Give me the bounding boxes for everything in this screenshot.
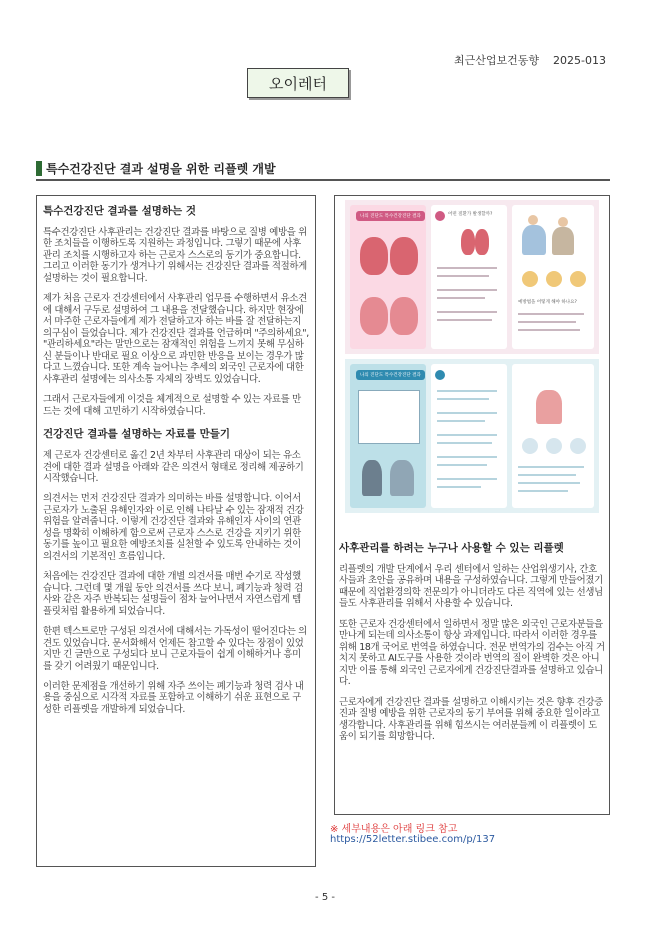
text-line [437,434,497,436]
text-line [518,482,580,484]
text-line [437,297,485,299]
left-heading-2: 건강진단 결과를 설명하는 자료를 만들기 [43,428,231,441]
leaflet-panel-3 [512,364,594,508]
lung-icon [461,229,475,255]
text-line [518,466,584,468]
mask-icon [522,271,538,287]
left-heading-1: 특수건강진단 결과를 설명하는 것 [43,205,196,217]
text-line [437,464,487,466]
left-paragraph-5: 의견서는 먼저 건강진단 결과가 의미하는 바를 설명합니다. 이어서 근로자가 노출된 유해인자와 이로 인해 나타날 수 있는 잠재적 건강 위험을 알려줍니다. 이렇게 건강진단 결과와 유해인자 사이의 연관성을 명확히 이해하게 함으로써 근로자 스스로 건강을 지키기 위한 동기를 높이고 필요한 예방조치를 실천할 수 있도록 안내하는 것이 의견서의 기본적인 흐름입니다. [43,493,304,562]
left-paragraph-3: 그래서 근로자들에게 이것을 체계적으로 설명할 수 있는 자료를 만드는 것에 대해 고민하기 시작하였습니다. [43,394,301,417]
mask-icon [546,271,562,287]
question-icon [435,370,445,380]
right-text-box [334,195,610,815]
question-icon [435,211,445,221]
lung-right-icon [390,297,418,335]
running-header [440,52,606,68]
lung-icon [475,229,489,255]
leaflet-title: 나의 진단도 특수건강진단 결과 [356,370,425,380]
section-title: 특수건강진단 결과 설명을 위한 리플렛 개발 [46,162,276,176]
text-line [437,267,497,269]
doctor-illustration [522,225,546,255]
earplug-icon [570,438,586,454]
text-line [437,442,492,444]
column-title-box: 오이레터 [247,68,349,98]
leaflet-panel-1 [350,364,426,508]
left-paragraph-4: 제 근로자 건강센터로 옮긴 2년 차부터 사후관리 대상이 되는 유소견에 대한 결과 설명을 아래와 같은 의견서 형태로 정리해 제공하기 시작했습니다. [43,450,304,484]
text-line [437,289,497,291]
lung-right-icon [390,237,418,275]
text-line [518,321,576,323]
footnote: ※ 세부내용은 아래 링크 참고 [330,824,458,835]
lung-left-icon [360,237,388,275]
audiogram-chart [358,390,420,444]
text-line [437,275,489,277]
earplug-icon [546,438,562,454]
patient-illustration [552,227,574,255]
text-line [437,398,489,400]
text-line [437,311,497,313]
lung-leaflet-image [345,200,599,354]
lung-left-icon [360,297,388,335]
section-header [36,159,610,181]
leaflet-panel-2 [431,205,507,349]
text-line [518,329,580,331]
text-line [437,420,485,422]
left-paragraph-7: 한편 텍스트로만 구성된 의견서에 대해서는 가독성이 떨어진다는 의견도 있었습니다. 문서화해서 언제든 참고할 수 있다는 장점이 있었지만 긴 글만으로 구성되다 보니 근로자들이 쉽게 이해하거나 흥미를 갖기 어려웠기 때문입니다. [43,626,307,672]
patient-head [558,217,568,227]
left-paragraph-6: 처음에는 건강진단 결과에 대한 개별 의견서를 매번 수기로 작성했습니다. 그런데 몇 개월 동안 의견서를 쓰다 보니, 폐기능과 청력 검사와 같은 자주 반복되는 설명들이 점차 늘어나면서 자연스럽게 템플릿처럼 활용하게 되었습니다. [43,571,303,617]
header-issue: 2025-013 [553,54,606,67]
leaflet-question: 어떤 질환가 발생할까? [448,212,493,217]
earplug-icon [522,438,538,454]
leaflet-panel-1 [350,205,426,349]
text-line [437,478,497,480]
text-line [437,412,497,414]
text-line [437,486,481,488]
hearing-leaflet-image [345,359,599,513]
detail-link[interactable]: https://52letter.stibee.com/p/137 [330,834,496,845]
right-paragraph-3: 근로자에게 건강진단 결과를 설명하고 이해시키는 것은 향후 건강증진과 질병 예방을 위한 근로자의 동기 부여를 위해 중요한 일이라고 생각합니다. 사후관리를 위해 힘쓰시는 여러분들께 이 리플렛이 도움이 되기를 희망합니다. [339,696,603,743]
worker-illustration [390,460,414,496]
right-paragraph-2: 또한 근로자 건강센터에서 일하면서 정말 많은 외국인 근로자분들을 만나게 되는데 의사소통이 항상 과제입니다. 따라서 이러한 경우를 위해 18개 국어로 번역을 하였습니다. 전문 번역가의 검수는 아직 거치지 못하고 AI도구를 사용한 것이라 번역의 질이 완벽한 것은 아니지만 이를 통해 외국인 근로자에게 건강진단결과를 설명하고 있습니다. [339,618,605,688]
left-paragraph-8: 이러한 문제점을 개선하기 위해 자주 쓰이는 폐기능과 청력 검사 내용을 중심으로 시각적 자료를 포함하고 이해하기 쉬운 표현으로 구성한 리플렛을 개발하게 되었습니다. [43,681,304,715]
header-title: 최근산업보건동향 [454,54,540,67]
machine-illustration [362,460,382,496]
mask-icon [570,271,586,287]
leaflet-title: 나의 진단도 특수건강진단 결과 [356,211,425,221]
ear-illustration [536,390,562,424]
section-marker [36,161,42,176]
left-paragraph-2: 제가 처음 근로자 건강센터에서 사후관리 업무를 수행하면서 유소견에 대해서 구두로 설명하여 그 내용을 전달했습니다. 하지만 현장에서 마주한 근로자들에게 제가 전달하고자 하는 바를 잘 전달하는지 의구심이 들었습니다. 제가 건강진단 결과를 언급하며 "주의하세요", "관리하세요"라는 말만으로는 잠재적인 위험을 느끼지 못해 무심하신 분들이나 반대로 필요 이상으로 과민한 반응을 보이는 경우가 많다고 느꼈습니다. 또한 계속 늘어나는 추세의 외국인 근로자에 대한 사후관리 설명에는 의사소통 자체의 장벽도 있었습니다. [43,293,309,385]
text-line [437,390,497,392]
leaflet-panel-3 [512,205,594,349]
text-line [437,319,492,321]
doctor-head [528,215,538,225]
left-paragraph-1: 특수건강진단 사후관리는 건강진단 결과를 바탕으로 질병 예방을 위한 조치들을 이행하도록 지원하는 과정입니다. 그렇기 때문에 사후관리 조치를 시행하고자 하는 근로자 스스로의 동기가 중요합니다. 그리고 이러한 동기가 생겨나기 위해서는 건강진단 결과를 적절하게 설명하는 것이 필요합니다. [43,227,307,284]
text-line [518,490,568,492]
left-text-box [36,195,316,867]
page-number: - 5 - [315,892,335,903]
text-line [518,474,576,476]
right-paragraph-1: 리플렛의 개발 단계에서 우리 센터에서 일하는 산업위생기사, 간호사들과 초안을 공유하며 내용을 구성하였습니다. 그렇게 만들어졌기 때문에 직업환경의학 전문의가 아니더라도 다른 직역에 있는 선생님들도 사후관리를 위해서 사용할 수 있습니다. [339,564,603,610]
leaflet-panel-2 [431,364,507,508]
leaflet-question: 예방법을 어떻게 해야 하나요? [518,300,577,305]
right-heading-1: 사후관리를 하려는 누구나 사용할 수 있는 리플렛 [339,542,564,554]
text-line [437,456,497,458]
text-line [518,313,584,315]
